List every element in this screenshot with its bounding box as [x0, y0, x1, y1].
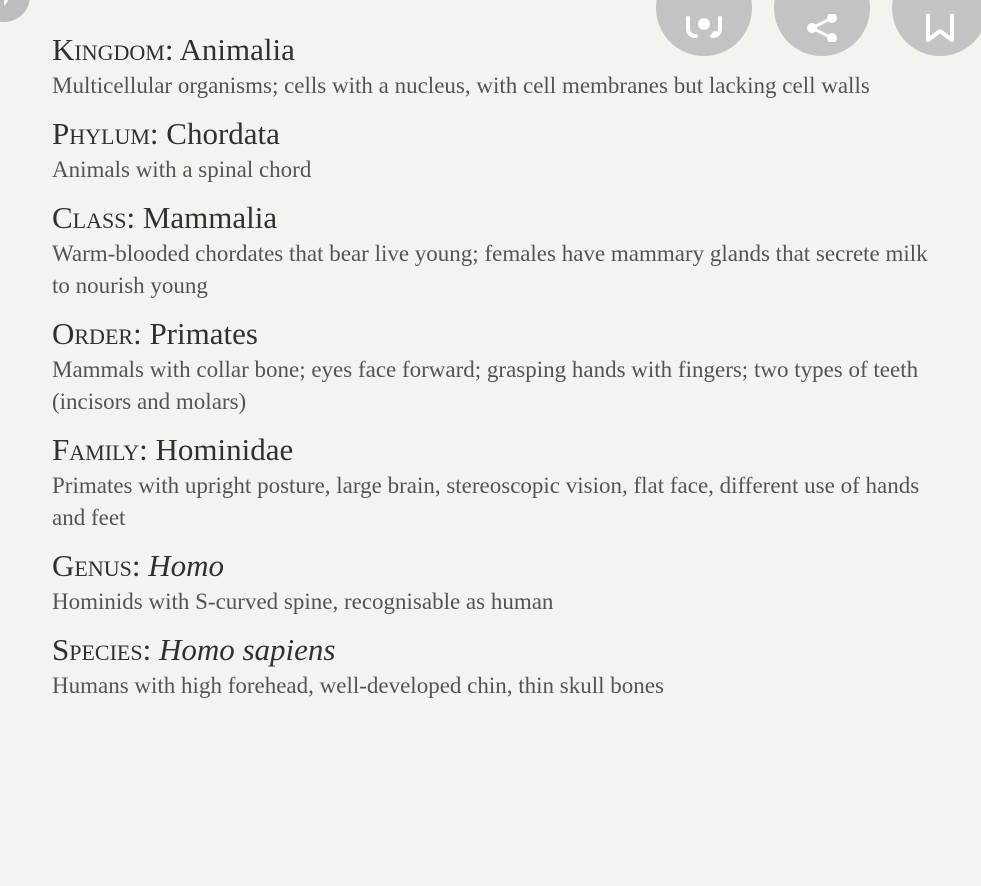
rank-title: Species: Homo sapiens: [52, 632, 336, 667]
rank-label: Class: [52, 200, 127, 235]
rank-description: Warm-blooded chordates that bear live young; females have mammary glands that secrete milk to nourish young: [52, 241, 928, 298]
rank-title: Genus: Homo: [52, 548, 224, 583]
rank-description: Mammals with collar bone; eyes face forward; grasping hands with fingers; two types of teeth (incisors and molars): [52, 357, 919, 414]
rank-order: [52, 314, 952, 418]
taxon-name: Mammalia: [142, 200, 278, 235]
taxonomy-list: [52, 30, 952, 714]
taxon-name: Homo: [148, 548, 224, 583]
rank-title: Order: Primates: [52, 316, 258, 351]
rank-description: Hominids with S-curved spine, recognisable as human: [52, 589, 554, 614]
rank-label: Genus: [52, 548, 132, 583]
rank-label: Kingdom: [52, 32, 165, 67]
rank-phylum: [52, 114, 952, 186]
rank-title: Family: Hominidae: [52, 432, 294, 467]
rank-title: Phylum: Chordata: [52, 116, 280, 151]
rank-description: Primates with upright posture, large brain, stereoscopic vision, flat face, different use of hands and feet: [52, 473, 920, 530]
rank-genus: [52, 546, 952, 618]
rank-species: [52, 630, 952, 702]
chevron-left-icon: [4, 0, 24, 16]
rank-title: Kingdom: Animalia: [52, 32, 295, 67]
taxon-name: Animalia: [179, 32, 295, 67]
taxon-name: Homo sapiens: [158, 632, 336, 667]
rank-kingdom: [52, 30, 952, 102]
rank-family: [52, 430, 952, 534]
rank-class: [52, 198, 952, 302]
rank-label: Family: [52, 432, 140, 467]
taxon-name: Hominidae: [155, 432, 294, 467]
rank-label: Species: [52, 632, 143, 667]
rank-description: Humans with high forehead, well-developed chin, thin skull bones: [52, 673, 664, 698]
rank-description: Animals with a spinal chord: [52, 157, 312, 182]
rank-title: Class: Mammalia: [52, 200, 278, 235]
taxon-name: Chordata: [166, 116, 280, 151]
back-button[interactable]: [0, 0, 30, 22]
rank-label: Phylum: [52, 116, 150, 151]
rank-description: Multicellular organisms; cells with a nucleus, with cell membranes but lacking cell walls: [52, 73, 870, 98]
taxon-name: Primates: [149, 316, 258, 351]
rank-label: Order: [52, 316, 134, 351]
